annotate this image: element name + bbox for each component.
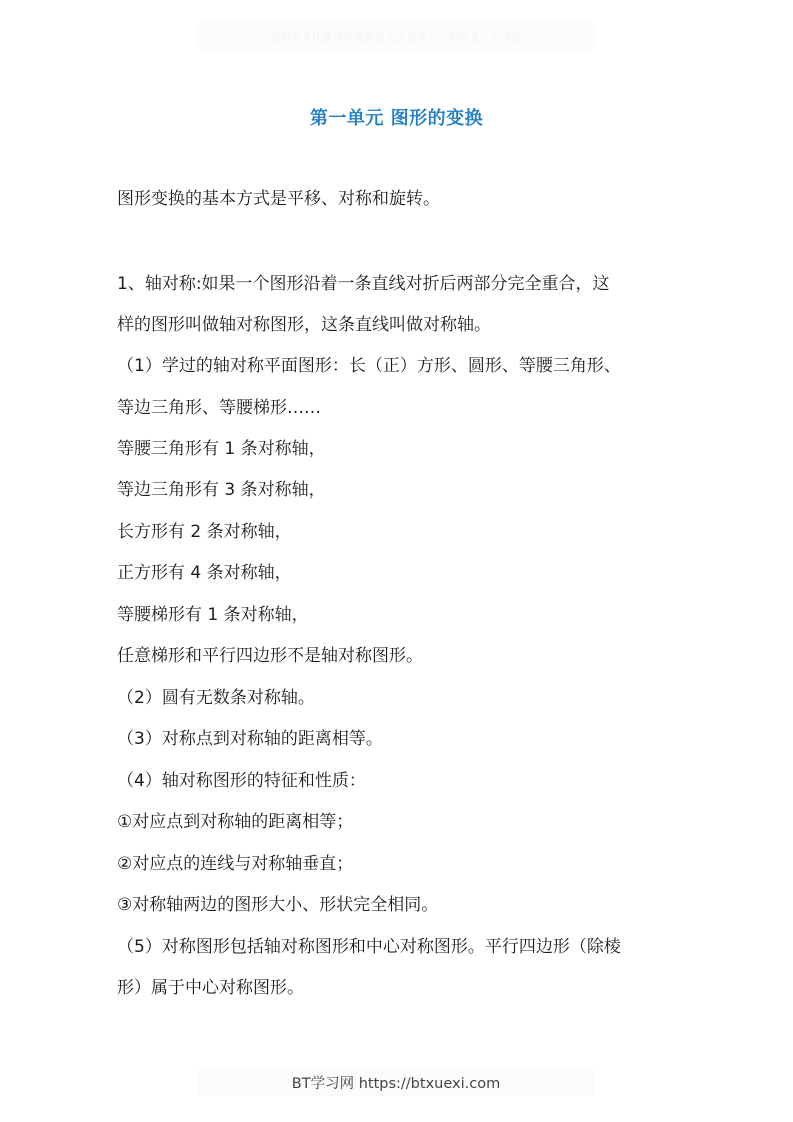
property-1: ①对应点到对称轴的距离相等； <box>117 812 354 832</box>
paragraph-point-5: （5）对称图形包括轴对称图形和中心对称图形。平行四边形（除棱 <box>117 937 621 957</box>
paragraph-point-1-cont: 等边三角形、等腰梯形…… <box>117 398 321 418</box>
paragraph-intro: 图形变换的基本方式是平移、对称和旋转。 <box>117 189 440 209</box>
property-2: ②对应点的连线与对称轴垂直； <box>117 854 354 874</box>
paragraph-point-5-cont: 形）属于中心对称图形。 <box>117 978 304 998</box>
property-3: ③对称轴两边的图形大小、形状完全相同。 <box>117 895 439 915</box>
header-watermark-banner <box>198 22 594 50</box>
paragraph-point-4: （4）轴对称图形的特征和性质： <box>117 771 366 791</box>
header-watermark-text: 获取更多优质学习资源请关注公众号：有语文、有学霸 <box>270 32 522 44</box>
footer-site-link[interactable]: BT学习网 https://btxuexi.com <box>291 1075 501 1092</box>
fact-isosceles-trapezoid: 等腰梯形有 1 条对称轴， <box>117 605 309 625</box>
paragraph-axis-symmetry-definition-cont: 样的图形叫做轴对称图形，这条直线叫做对称轴。 <box>117 315 491 335</box>
fact-isosceles-triangle: 等腰三角形有 1 条对称轴， <box>117 439 326 459</box>
paragraph-point-3: （3）对称点到对称轴的距离相等。 <box>117 729 383 749</box>
paragraph-point-2: （2）圆有无数条对称轴。 <box>117 688 315 708</box>
document-title: 第一单元 图形的变换 <box>309 108 484 129</box>
footer-banner <box>198 1068 594 1096</box>
fact-non-symmetric: 任意梯形和平行四边形不是轴对称图形。 <box>117 646 423 666</box>
paragraph-axis-symmetry-definition: 1、轴对称:如果一个图形沿着一条直线对折后两部分完全重合，这 <box>117 274 610 294</box>
paragraph-point-1: （1）学过的轴对称平面图形：长（正）方形、圆形、等腰三角形、 <box>117 356 621 376</box>
fact-square: 正方形有 4 条对称轴， <box>117 563 292 583</box>
fact-rectangle: 长方形有 2 条对称轴， <box>117 522 292 542</box>
fact-equilateral-triangle: 等边三角形有 3 条对称轴， <box>117 480 326 500</box>
